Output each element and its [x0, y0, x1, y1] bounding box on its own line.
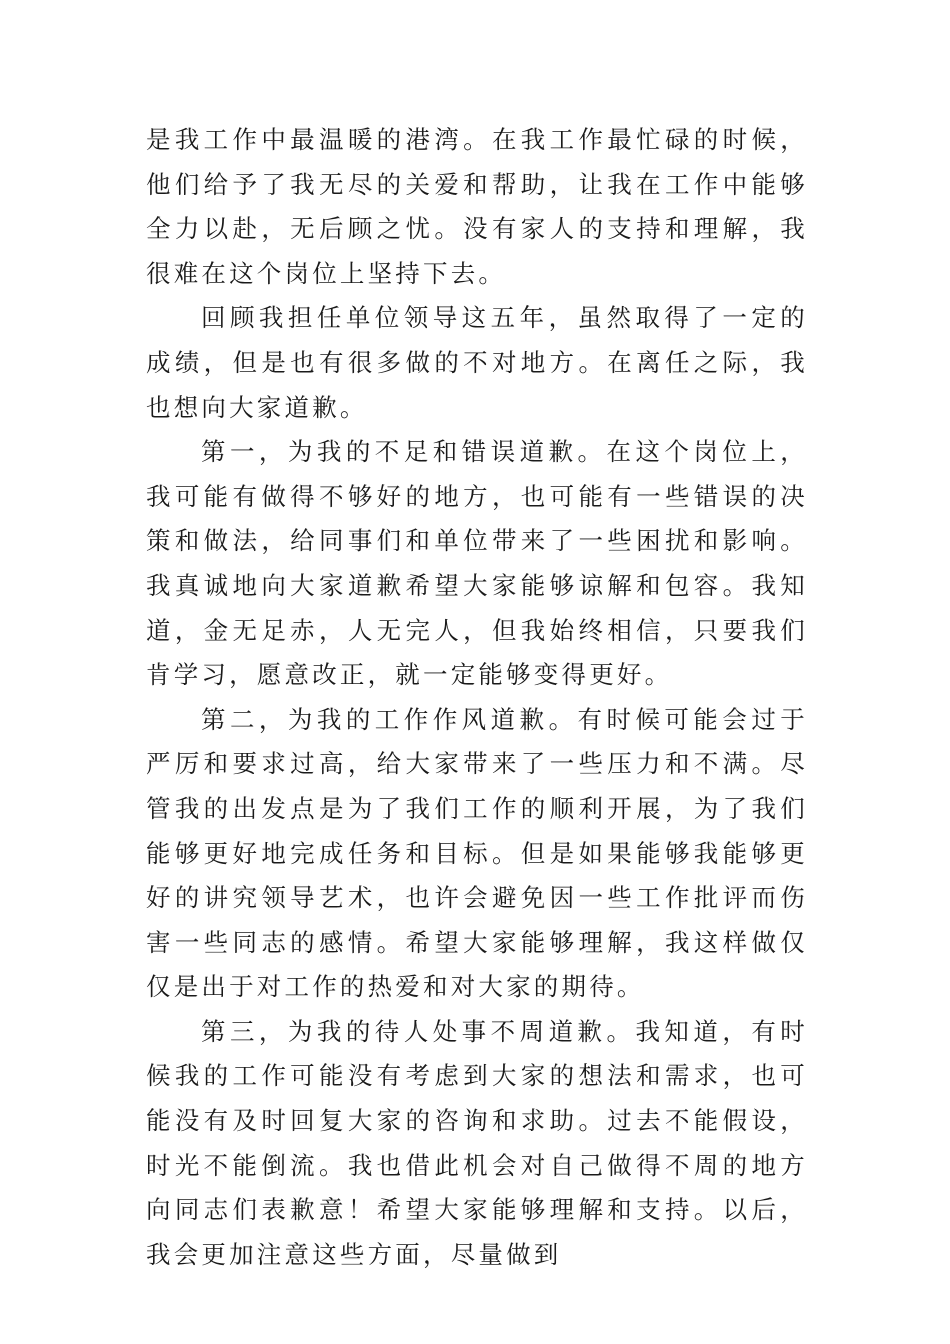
- paragraph-family-support: 是我工作中最温暖的港湾。在我工作最忙碌的时候，他们给予了我无尽的关爱和帮助，让我在工作中能够全力以赴，无后顾之忧。没有家人的支持和理解，我很难在这个岗位上坚持下去。: [146, 125, 808, 288]
- paragraph-apology-first: 第一，为我的不足和错误道歉。在这个岗位上，我可能有做得不够好的地方，也可能有一些错误的决策和做法，给同事们和单位带来了一些困扰和影响。我真诚地向大家道歉希望大家能够谅解和包容。我知道，金无足赤，人无完人，但我始终相信，只要我们肯学习，愿意改正，就一定能够变得更好。: [146, 437, 808, 690]
- paragraph-apology-third: 第三，为我的待人处事不周道歉。我知道，有时候我的工作可能没有考虑到大家的想法和需求，也可能没有及时回复大家的咨询和求助。过去不能假设，时光不能倒流。我也借此机会对自己做得不周的地方向同志们表歉意！希望大家能够理解和支持。以后，我会更加注意这些方面，尽量做到: [146, 1016, 808, 1269]
- paragraph-review-five-years: 回顾我担任单位领导这五年，虽然取得了一定的成绩，但是也有很多做的不对地方。在离任之际，我也想向大家道歉。: [146, 303, 808, 422]
- document-body: [146, 118, 808, 1277]
- paragraph-apology-second: 第二，为我的工作作风道歉。有时候可能会过于严厉和要求过高，给大家带来了一些压力和不满。尽管我的出发点是为了我们工作的顺利开展，为了我们能够更好地完成任务和目标。但是如果能够我能够更好的讲究领导艺术，也许会避免因一些工作批评而伤害一些同志的感情。希望大家能够理解，我这样做仅仅是出于对工作的热爱和对大家的期待。: [146, 704, 808, 1002]
